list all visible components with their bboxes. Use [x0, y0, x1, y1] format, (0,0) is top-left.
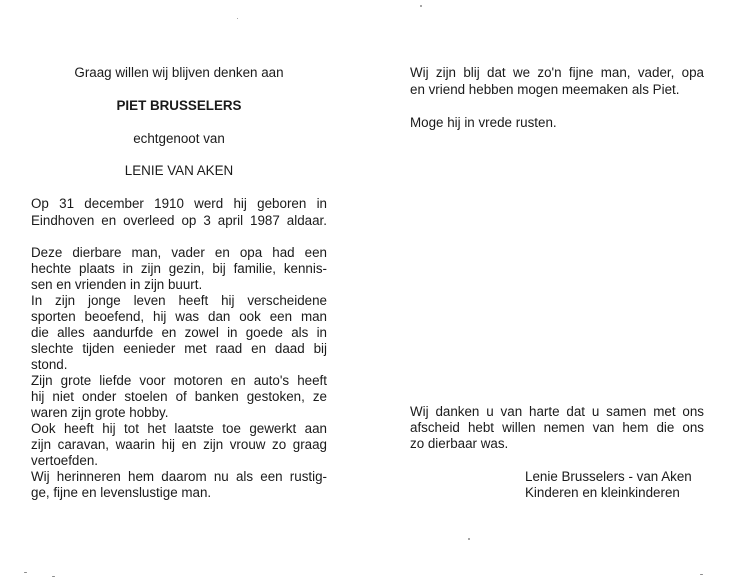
scan-speck	[52, 576, 55, 577]
body-line: Wij herinneren hem daarom nu als een rustig-	[31, 469, 327, 484]
body-line: sporten beoefend, hij was dan ook een man	[31, 309, 327, 324]
body-line: hechte plaats in zijn gezin, bij familie, kennis-	[31, 261, 327, 276]
thanks-line: Wij danken u van harte dat u samen met ons	[410, 404, 704, 419]
wish-line: Moge hij in vrede rusten.	[410, 115, 557, 130]
scan-speck	[24, 572, 27, 573]
signature-line: Lenie Brusselers - van Aken	[525, 469, 692, 484]
scan-speck	[468, 538, 470, 540]
body-line: Deze dierbare man, vader en opa had een	[31, 245, 327, 260]
scan-speck	[700, 574, 703, 575]
body-line: In zijn jonge leven heeft hij verscheidene	[31, 293, 327, 308]
deceased-name: PIET BRUSSELERS	[116, 98, 242, 113]
thanks-line: afscheid hebt willen nemen van hem die ons	[410, 420, 704, 435]
thanks-line: zo dierbaar was.	[410, 436, 509, 451]
spouse-name: LENIE VAN AKEN	[124, 163, 234, 178]
gratitude-line: Wij zijn blij dat we zo'n fijne man, vader, opa	[410, 65, 704, 80]
body-line: stond.	[31, 357, 68, 372]
body-line: vertoefden.	[31, 453, 98, 468]
body-line: slechte tijden eenieder met raad en daad bij	[31, 341, 327, 356]
body-line: die alles aandurfde en zowel in goede als in	[31, 325, 327, 340]
body-line: waren zijn grote hobby.	[31, 405, 169, 420]
signature-line: Kinderen en kleinkinderen	[525, 485, 680, 500]
body-line: Zijn grote liefde voor motoren en auto's heeft	[31, 373, 327, 388]
body-line: Ook heeft hij tot het laatste toe gewerkt aan	[31, 421, 327, 436]
body-line: hij niet onder stoelen of banken gestoken, ze	[31, 389, 327, 404]
birth-line: Op 31 december 1910 werd hij geboren in	[31, 196, 327, 211]
intro-line: Graag willen wij blijven denken aan	[74, 65, 284, 80]
body-line: sen en vrienden in zijn buurt.	[31, 277, 203, 292]
scan-speck	[237, 18, 238, 19]
relation-line: echtgenoot van	[133, 131, 225, 146]
body-line: zijn caravan, waarin hij en zijn vrouw zo graag	[31, 437, 327, 452]
body-line: ge, fijne en levenslustige man.	[31, 485, 212, 500]
scan-speck	[420, 5, 422, 7]
birth-line: Eindhoven en overleed op 3 april 1987 aldaar.	[31, 213, 327, 228]
gratitude-line: en vriend hebben mogen meemaken als Piet.	[410, 82, 680, 97]
